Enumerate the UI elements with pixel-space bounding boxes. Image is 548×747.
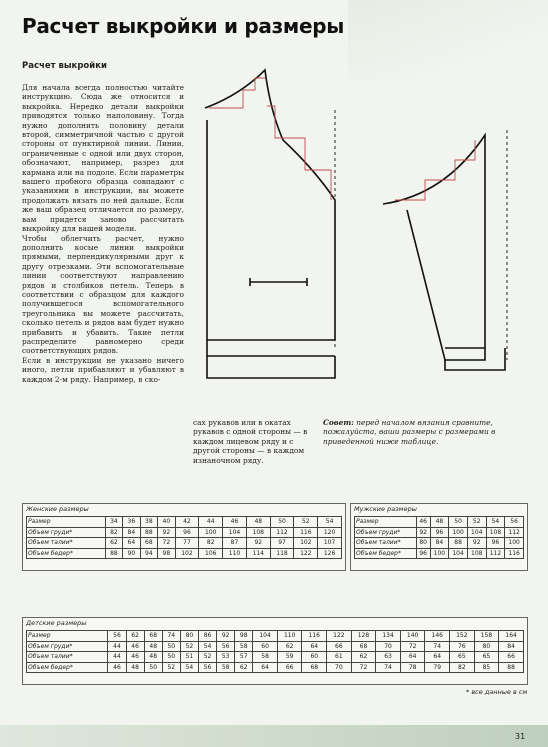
kids-table-caption: Детские размеры — [26, 619, 87, 627]
table-cell: 82 — [450, 662, 475, 673]
table-cell: 80 — [416, 538, 430, 549]
table-cell: 110 — [277, 631, 302, 642]
table-cell: 100 — [199, 527, 223, 538]
footnote: * все данные в см — [466, 688, 528, 696]
table-cell: 74 — [425, 641, 450, 652]
table-cell: 51 — [180, 652, 198, 663]
table-cell: 102 — [294, 538, 318, 549]
table-cell: 158 — [474, 631, 499, 642]
table-cell: 100 — [449, 527, 468, 538]
table-cell: 62 — [126, 631, 144, 642]
row-label: Размер — [27, 517, 106, 528]
table-cell: 120 — [318, 527, 342, 538]
table-cell: 118 — [270, 548, 294, 559]
table-cell: 50 — [162, 652, 180, 663]
table-cell: 58 — [253, 652, 278, 663]
table-cell: 48 — [246, 517, 270, 528]
table-cell: 52 — [162, 662, 180, 673]
table-cell: 53 — [217, 652, 235, 663]
table-cell: 116 — [302, 631, 327, 642]
table-cell: 152 — [450, 631, 475, 642]
tip-text: перед началом вязания сравните, пожалуйста, ваши размеры с размерами в приведенной ниже таблице. — [323, 418, 496, 446]
table-cell: 72 — [158, 538, 175, 549]
table-cell: 112 — [505, 527, 524, 538]
table-cell: 100 — [505, 538, 524, 549]
table-row — [27, 527, 342, 538]
table-cell: 46 — [126, 652, 144, 663]
table-cell: 56 — [505, 517, 524, 528]
table-row — [27, 548, 342, 559]
table-cell: 46 — [223, 517, 247, 528]
table-cell: 88 — [105, 548, 122, 559]
table-cell: 108 — [486, 527, 505, 538]
table-row — [27, 538, 342, 549]
table-cell: 80 — [180, 631, 198, 642]
table-cell: 46 — [126, 641, 144, 652]
table-cell: 48 — [126, 662, 144, 673]
table-cell: 100 — [430, 548, 449, 559]
table-cell: 48 — [144, 652, 162, 663]
table-row — [355, 517, 524, 528]
table-cell: 114 — [246, 548, 270, 559]
body-hem — [207, 340, 335, 378]
table-cell: 46 — [108, 662, 126, 673]
column-2-text: сах рукавов или в окатах рукавов с одной стороны — в каждом лицевом ряду и с другой стороны — в каждом изнаночном ряду. — [193, 418, 308, 465]
table-cell: 74 — [376, 662, 401, 673]
table-cell: 50 — [270, 517, 294, 528]
table-cell: 77 — [175, 538, 199, 549]
table-cell: 98 — [158, 548, 175, 559]
paragraph-2: Чтобы облегчить расчет, нужно дополнить косые линии выкройки прямыми, перпендикулярными друг к другу отрезками. Эти вспомогательные линии соответствуют направлению рядов и столбиков петель. Теперь в соответствии с образцом для каждого получившегося вспомогательного треугольника вы можете рассчитать, сколько петель и рядов вам будет нужно прибавить и убавить. Такие петли распределите равномерно среди соответствующих рядов. — [22, 233, 184, 356]
table-cell: 98 — [235, 631, 253, 642]
table-cell: 82 — [199, 538, 223, 549]
table-cell: 62 — [277, 641, 302, 652]
table-cell: 92 — [246, 538, 270, 549]
row-label: Объем бедер* — [27, 548, 106, 559]
table-cell: 64 — [123, 538, 140, 549]
table-cell: 78 — [400, 662, 425, 673]
table-cell: 88 — [140, 527, 157, 538]
row-label: Объем талии* — [355, 538, 417, 549]
table-cell: 94 — [140, 548, 157, 559]
page-title: Расчет выкройки и размеры — [22, 14, 345, 38]
table-cell: 96 — [416, 548, 430, 559]
table-cell: 96 — [486, 538, 505, 549]
table-cell: 57 — [235, 652, 253, 663]
table-cell: 79 — [425, 662, 450, 673]
armhole-helpers — [267, 106, 331, 200]
table-cell: 84 — [123, 527, 140, 538]
table-cell: 80 — [474, 641, 499, 652]
sleeve-outline — [383, 135, 485, 360]
sleeve-cuff — [445, 348, 505, 370]
table-cell: 62 — [105, 538, 122, 549]
table-cell: 64 — [400, 652, 425, 663]
table-cell: 126 — [318, 548, 342, 559]
table-cell: 70 — [327, 662, 352, 673]
table-cell: 34 — [105, 517, 122, 528]
body-piece — [205, 70, 335, 378]
table-cell: 62 — [235, 662, 253, 673]
table-row — [355, 548, 524, 559]
table-cell: 52 — [198, 652, 216, 663]
table-cell: 92 — [416, 527, 430, 538]
table-cell: 61 — [327, 652, 352, 663]
table-cell: 104 — [253, 631, 278, 642]
table-cell: 58 — [217, 662, 235, 673]
women-table-caption: Женские размеры — [26, 505, 89, 513]
row-label: Объем бедер* — [355, 548, 417, 559]
table-cell: 108 — [467, 548, 486, 559]
table-cell: 66 — [499, 652, 524, 663]
table-cell: 52 — [180, 641, 198, 652]
row-label: Объем талии* — [27, 538, 106, 549]
table-cell: 40 — [158, 517, 175, 528]
table-cell: 76 — [450, 641, 475, 652]
table-cell: 106 — [199, 548, 223, 559]
table-cell: 84 — [430, 538, 449, 549]
table-cell: 52 — [467, 517, 486, 528]
table-cell: 92 — [158, 527, 175, 538]
table-cell: 65 — [474, 652, 499, 663]
table-cell: 56 — [217, 641, 235, 652]
paragraph-1: Для начала всегда полностью читайте инструкцию. Сюда же относится и выкройка. Нередко детали выкройки приводятся только наполовину. Тогда нужно дополнить половину детали второй, симметричной частью с другой стороны от пунктирной линии. Линии, ограниченные с одной или двух сторон, обозначают, например, разрез для кармана или на подоле. Если параметры вашего пробного образца совпадают с указаниями в инструкции, вы можете продолжать вязать по ней дальше. Если же ваш образец отличается по размеру, вам придется заново рассчитать выкройку для вашей модели. — [22, 83, 184, 234]
table-cell: 104 — [467, 527, 486, 538]
table-cell: 52 — [294, 517, 318, 528]
table-cell: 104 — [449, 548, 468, 559]
paragraph-3: Если в инструкции не указано ничего иного, петли прибавляют и убавляют в каждом 2-м ряду. Например, в ско- — [22, 355, 184, 384]
page-footer-band — [0, 725, 548, 747]
table-cell: 54 — [180, 662, 198, 673]
table-cell: 64 — [253, 662, 278, 673]
table-cell: 66 — [277, 662, 302, 673]
table-cell: 146 — [425, 631, 450, 642]
row-label: Размер — [27, 631, 108, 642]
women-size-table — [26, 516, 342, 559]
table-cell: 84 — [499, 641, 524, 652]
table-cell: 108 — [246, 527, 270, 538]
table-cell: 48 — [144, 641, 162, 652]
table-cell: 90 — [123, 548, 140, 559]
table-cell: 87 — [223, 538, 247, 549]
table-cell: 96 — [175, 527, 199, 538]
men-table-caption: Мужские размеры — [354, 505, 417, 513]
row-label: Размер — [355, 517, 417, 528]
table-cell: 72 — [351, 662, 376, 673]
table-cell: 122 — [327, 631, 352, 642]
table-row — [27, 641, 524, 652]
row-label: Объем бедер* — [27, 662, 108, 673]
table-cell: 60 — [253, 641, 278, 652]
table-cell: 110 — [223, 548, 247, 559]
men-table-frame — [350, 503, 528, 571]
table-cell: 50 — [162, 641, 180, 652]
table-row — [27, 662, 524, 673]
table-cell: 42 — [175, 517, 199, 528]
table-cell: 97 — [270, 538, 294, 549]
table-cell: 116 — [294, 527, 318, 538]
table-cell: 44 — [199, 517, 223, 528]
table-cell: 102 — [175, 548, 199, 559]
table-cell: 38 — [140, 517, 157, 528]
table-cell: 56 — [108, 631, 126, 642]
table-cell: 46 — [416, 517, 430, 528]
table-cell: 36 — [123, 517, 140, 528]
table-cell: 60 — [302, 652, 327, 663]
page-number: 31 — [515, 732, 526, 741]
table-cell: 112 — [270, 527, 294, 538]
table-row — [27, 652, 524, 663]
sleeve-piece — [383, 135, 505, 370]
table-cell: 48 — [430, 517, 449, 528]
table-cell: 64 — [425, 652, 450, 663]
table-cell: 44 — [108, 652, 126, 663]
row-label: Объем талии* — [27, 652, 108, 663]
women-table-frame — [22, 503, 346, 571]
tip-block — [323, 418, 519, 446]
tip-label: Совет: — [323, 418, 354, 427]
table-cell: 59 — [277, 652, 302, 663]
men-size-table — [354, 516, 524, 559]
table-cell: 88 — [449, 538, 468, 549]
table-cell: 104 — [223, 527, 247, 538]
table-row — [27, 631, 524, 642]
kids-table-frame — [22, 617, 528, 685]
row-label: Объем груди* — [27, 527, 106, 538]
table-cell: 164 — [499, 631, 524, 642]
section-heading: Расчет выкройки — [22, 61, 107, 71]
table-cell: 92 — [217, 631, 235, 642]
table-cell: 70 — [376, 641, 401, 652]
table-cell: 50 — [144, 662, 162, 673]
table-cell: 68 — [351, 641, 376, 652]
table-cell: 128 — [351, 631, 376, 642]
pattern-diagram — [195, 60, 525, 390]
table-cell: 134 — [376, 631, 401, 642]
table-cell: 112 — [486, 548, 505, 559]
table-cell: 68 — [140, 538, 157, 549]
table-cell: 64 — [302, 641, 327, 652]
table-row — [27, 517, 342, 528]
table-cell: 63 — [376, 652, 401, 663]
table-cell: 92 — [467, 538, 486, 549]
table-cell: 122 — [294, 548, 318, 559]
table-cell: 66 — [327, 641, 352, 652]
table-row — [355, 538, 524, 549]
table-cell: 68 — [144, 631, 162, 642]
table-cell: 44 — [108, 641, 126, 652]
table-cell: 54 — [198, 641, 216, 652]
kids-size-table — [26, 630, 524, 673]
table-cell: 74 — [162, 631, 180, 642]
table-cell: 54 — [318, 517, 342, 528]
table-cell: 140 — [400, 631, 425, 642]
table-cell: 116 — [505, 548, 524, 559]
table-cell: 58 — [235, 641, 253, 652]
table-cell: 56 — [198, 662, 216, 673]
table-cell: 85 — [474, 662, 499, 673]
table-cell: 65 — [450, 652, 475, 663]
table-cell: 82 — [105, 527, 122, 538]
table-cell: 54 — [486, 517, 505, 528]
row-label: Объем груди* — [355, 527, 417, 538]
table-row — [355, 527, 524, 538]
table-cell: 88 — [499, 662, 524, 673]
table-cell: 68 — [302, 662, 327, 673]
table-cell: 86 — [198, 631, 216, 642]
table-cell: 96 — [430, 527, 449, 538]
sleeve-cap-helpers — [395, 140, 475, 200]
table-cell: 72 — [400, 641, 425, 652]
body-text — [22, 83, 184, 384]
table-cell: 107 — [318, 538, 342, 549]
body-outline — [205, 70, 335, 340]
table-cell: 50 — [449, 517, 468, 528]
row-label: Объем груди* — [27, 641, 108, 652]
helper-lines — [209, 78, 507, 360]
table-cell: 62 — [351, 652, 376, 663]
